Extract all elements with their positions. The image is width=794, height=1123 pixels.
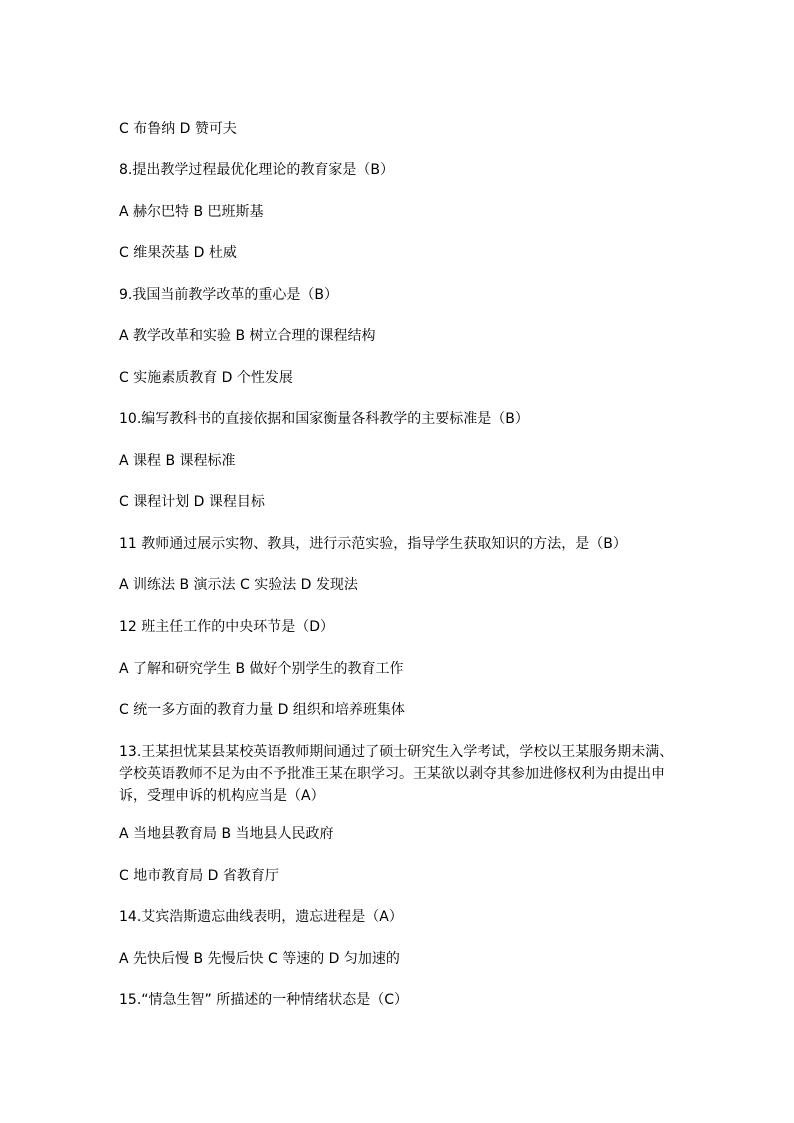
answer-options-line: C 布鲁纳 D 赞可夫 — [119, 121, 237, 137]
answer-options-line: A 赫尔巴特 B 巴班斯基 — [119, 204, 264, 220]
answer-options-line: C 维果茨基 D 杜威 — [119, 245, 237, 261]
answer-options-line: A 了解和研究学生 B 做好个别学生的教育工作 — [119, 661, 404, 677]
answer-options-line: C 实施素质教育 D 个性发展 — [119, 370, 293, 386]
answer-options-line: A 教学改革和实验 B 树立合理的课程结构 — [119, 328, 376, 344]
question-12: 12 班主任工作的中央环节是（D） — [119, 619, 335, 635]
question-10: 10.编写教科书的直接依据和国家衡量各科教学的主要标准是（B） — [119, 411, 529, 427]
question-11: 11 教师通过展示实物、教具，进行示范实验，指导学生获取知识的方法，是（B） — [119, 536, 627, 552]
question-9: 9.我国当前教学改革的重心是（B） — [119, 287, 338, 303]
answer-options-line: A 先快后慢 B 先慢后快 C 等速的 D 匀加速的 — [119, 951, 400, 967]
answer-options-line: A 训练法 B 演示法 C 实验法 D 发现法 — [119, 577, 358, 593]
answer-options-line: C 统一多方面的教育力量 D 组织和培养班集体 — [119, 702, 405, 718]
question-15: 15.“情急生智” 所描述的一种情绪状态是（C） — [119, 992, 408, 1008]
question-8: 8.提出教学过程最优化理论的教育家是（B） — [119, 162, 394, 178]
answer-options-line: A 课程 B 课程标准 — [119, 453, 236, 469]
answer-options-line: A 当地县教育局 B 当地县人民政府 — [119, 826, 334, 842]
answer-options-line: C 课程计划 D 课程目标 — [119, 494, 265, 510]
answer-options-line: C 地市教育局 D 省教育厅 — [119, 868, 279, 884]
question-14: 14.艾宾浩斯遗忘曲线表明，遗忘进程是（A） — [119, 909, 403, 925]
question-13: 13.王某担忧某县某校英语教师期间通过了硕士研究生入学考试，学校以王某服务期未满、学校英语教师不足为由不予批准王某在职学习。王某欲以剥夺其参加进修权利为由提出申诉，受理申诉的机构应当是（A） — [119, 744, 674, 804]
